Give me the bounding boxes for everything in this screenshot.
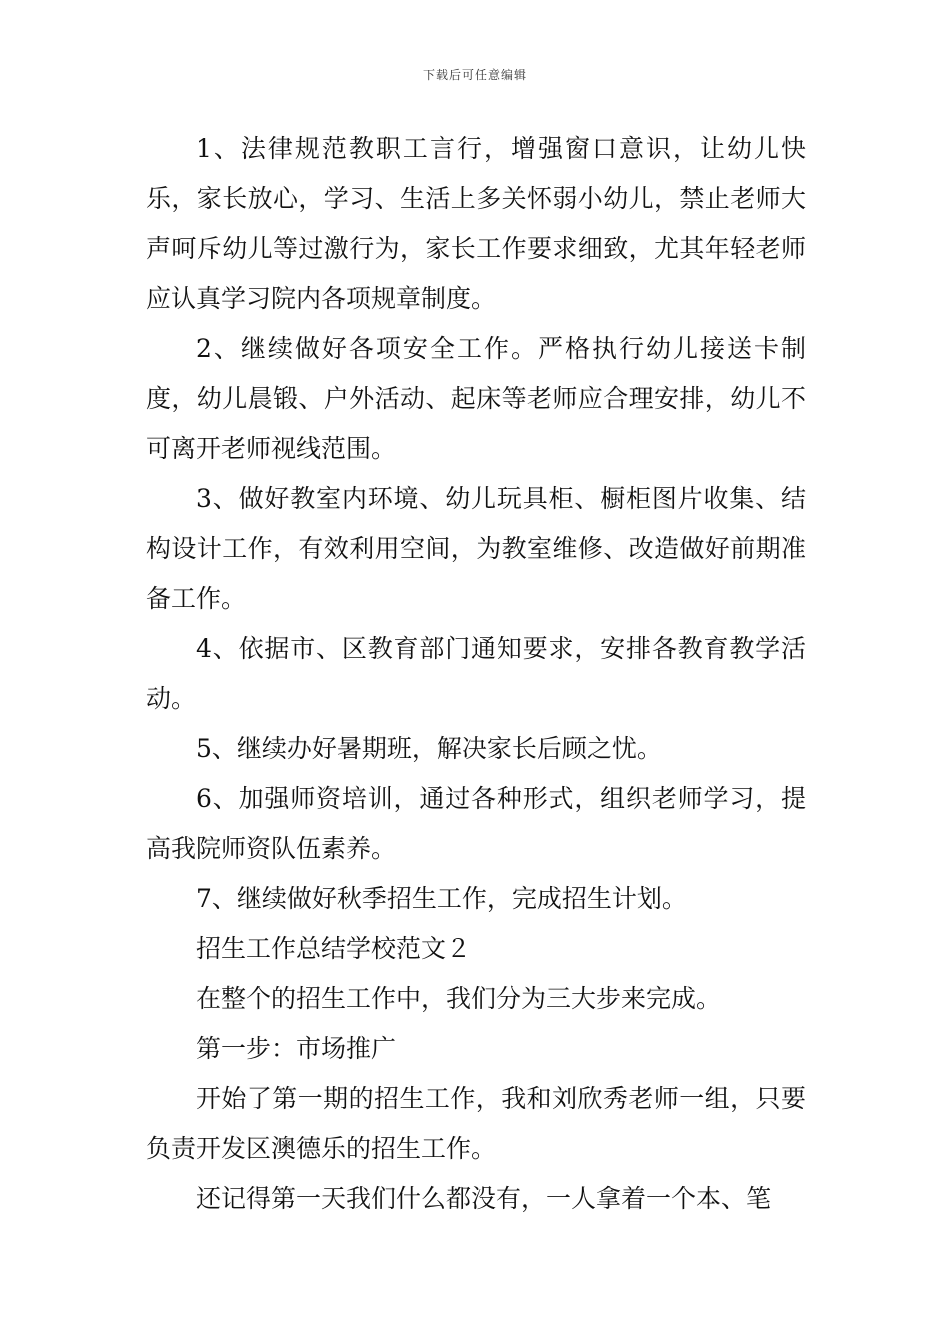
paragraph-memory: 还记得第一天我们什么都没有，一人拿着一个本、笔 — [196, 1184, 772, 1213]
paragraph-item-3: 3、做好教室内环境、幼儿玩具柜、橱柜图片收集、结构设计工作，有效利用空间，为教室维修、改造做好前期准备工作。 — [146, 484, 806, 613]
paragraph-step-detail: 开始了第一期的招生工作，我和刘欣秀老师一组，只要负责开发区澳德乐的招生工作。 — [146, 1084, 806, 1163]
page-header-note: 下载后可任意编辑 — [422, 68, 527, 82]
section-title: 招生工作总结学校范文２ — [196, 934, 472, 963]
document-body — [146, 124, 806, 1224]
paragraph-intro: 在整个的招生工作中，我们分为三大步来完成。 — [196, 984, 722, 1013]
paragraph-item-2: 2、继续做好各项安全工作。严格执行幼儿接送卡制度，幼儿晨锻、户外活动、起床等老师应合理安排，幼儿不可离开老师视线范围。 — [146, 334, 806, 463]
paragraph-item-7: 7、继续做好秋季招生工作，完成招生计划。 — [196, 884, 687, 913]
paragraph-item-5: 5、继续办好暑期班，解决家长后顾之忧。 — [196, 734, 662, 763]
paragraph-item-4: 4、依据市、区教育部门通知要求，安排各教育教学活动。 — [146, 634, 806, 713]
step-heading: 第一步：市场推广 — [196, 1034, 397, 1063]
paragraph-item-1: 1、法律规范教职工言行，增强窗口意识，让幼儿快乐，家长放心，学习、生活上多关怀弱小幼儿，禁止老师大声呵斥幼儿等过激行为，家长工作要求细致，尤其年轻老师应认真学习院内各项规章制度。 — [146, 134, 806, 313]
paragraph-item-6: 6、加强师资培训，通过各种形式，组织老师学习，提高我院师资队伍素养。 — [146, 784, 806, 863]
